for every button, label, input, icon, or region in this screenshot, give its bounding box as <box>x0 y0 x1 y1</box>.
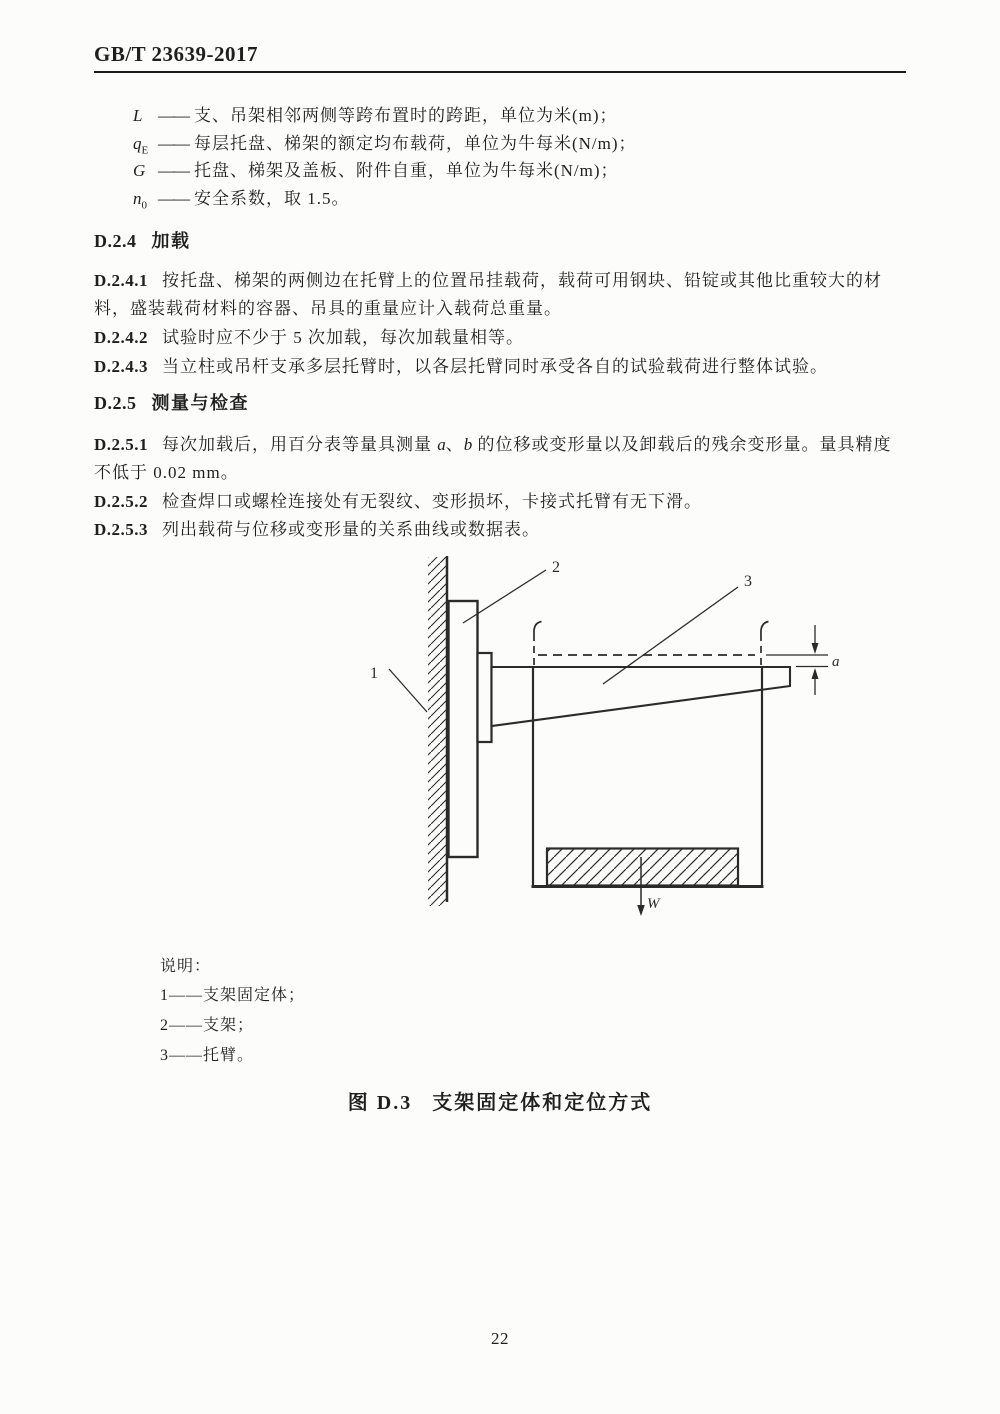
paragraph-line <box>94 515 540 540</box>
figure-caption <box>0 1086 1000 1115</box>
part-label-2: 2 <box>552 559 560 576</box>
leader-line-2 <box>463 570 546 623</box>
paragraph-line <box>94 458 239 483</box>
variable-b: b <box>463 435 473 454</box>
paragraph-line <box>94 266 882 291</box>
support-bracket <box>449 601 478 857</box>
definition-dash: —— <box>158 161 188 180</box>
paragraph-line <box>94 430 892 455</box>
figure-title: 支架固定体和定位方式 <box>432 1092 653 1114</box>
clause-text: 当立柱或吊杆支承多层托臂时，以各层托臂同时承受各自的试验载荷进行整体试验。 <box>162 357 829 376</box>
paragraph-line <box>94 487 702 512</box>
legend-item: 1——支架固定体； <box>160 987 306 1004</box>
hanger-hook-left <box>534 622 542 635</box>
page-number: 22 <box>491 1329 509 1348</box>
dim-arrow-down <box>812 643 819 654</box>
symbol: $q_E$ <box>133 134 149 157</box>
bracket-boss <box>478 653 492 742</box>
variable-a: a <box>437 435 446 454</box>
clause-number: D.2.5.2 <box>94 492 149 511</box>
figure-diagram <box>350 545 870 945</box>
section-heading <box>94 389 249 415</box>
definition-row <box>133 184 350 211</box>
section-heading <box>94 227 191 253</box>
legend-item: 2——支架； <box>160 1017 255 1034</box>
cantilever-arm <box>492 667 791 726</box>
clause-number: D.2.5.1 <box>94 435 149 454</box>
clause-number: D.2.4.2 <box>94 328 149 347</box>
clause-text: 试验时应不少于 5 次加载，每次加载量相等。 <box>162 328 525 347</box>
dimension-a-label: a <box>832 654 840 670</box>
section-number: D.2.5 <box>94 393 137 413</box>
definition-dash: —— <box>158 189 188 208</box>
definition-row <box>133 129 637 156</box>
section-title: 加载 <box>151 231 191 251</box>
clause-text: 列出载荷与位移或变形量的关系曲线或数据表。 <box>162 520 541 539</box>
clause-text: 检查焊口或螺栓连接处有无裂纹、变形损坏，卡接式托臂有无下滑。 <box>162 492 703 511</box>
load-arrowhead <box>637 905 645 916</box>
definition-text: 支、吊架相邻两侧等跨布置时的跨距，单位为米(m)； <box>194 106 618 125</box>
part-label-1: 1 <box>370 665 378 682</box>
paragraph-line <box>94 352 828 377</box>
header-rule <box>94 71 906 73</box>
clause-text: 料，盛装载荷材料的容器、吊具的重量应计入载荷总重量。 <box>94 299 562 318</box>
part-label-3: 3 <box>744 573 752 590</box>
symbol: L <box>133 106 143 125</box>
definition-dash: —— <box>158 134 188 153</box>
wall-hatching <box>428 557 447 906</box>
definition-text: 安全系数，取 1.5。 <box>194 189 350 208</box>
legend-label: 说明： <box>160 958 212 975</box>
clause-number: D.2.4.3 <box>94 357 149 376</box>
section-title: 测量与检查 <box>151 393 249 413</box>
legend-item: 3——托臂。 <box>160 1047 255 1064</box>
clause-number: D.2.5.3 <box>94 520 149 539</box>
clause-number: D.2.4.1 <box>94 271 149 290</box>
section-number: D.2.4 <box>94 231 137 251</box>
standard-code: GB/T 23639-2017 <box>94 42 259 66</box>
dim-arrow-up <box>812 668 819 679</box>
clause-text: 每次加载后，用百分表等量具测量 a、b 的位移或变形量以及卸载后的残余变形量。量具精度 <box>162 435 892 454</box>
definition-text: 每层托盘、梯架的额定均布载荷，单位为牛每米(N/m)； <box>194 134 637 153</box>
definition-dash: —— <box>158 106 188 125</box>
figure-number: 图 D.3 <box>347 1092 413 1114</box>
paragraph-line <box>94 323 524 348</box>
symbol: $n_0$ <box>133 189 147 212</box>
leader-line-1 <box>389 669 427 712</box>
paragraph-line <box>94 294 562 319</box>
load-w-label: W <box>647 896 660 912</box>
hanger-hook-right <box>761 622 769 635</box>
clause-text: 按托盘、梯架的两侧边在托臂上的位置吊挂载荷，载荷可用钢块、铅锭或其他比重较大的材 <box>162 271 883 290</box>
load-block <box>547 849 738 886</box>
definition-row <box>133 156 619 183</box>
definition-row <box>133 101 618 128</box>
definition-text: 托盘、梯架及盖板、附件自重，单位为牛每米(N/m)； <box>194 161 619 180</box>
clause-text: 不低于 0.02 mm。 <box>94 463 239 482</box>
symbol: G <box>133 161 146 180</box>
